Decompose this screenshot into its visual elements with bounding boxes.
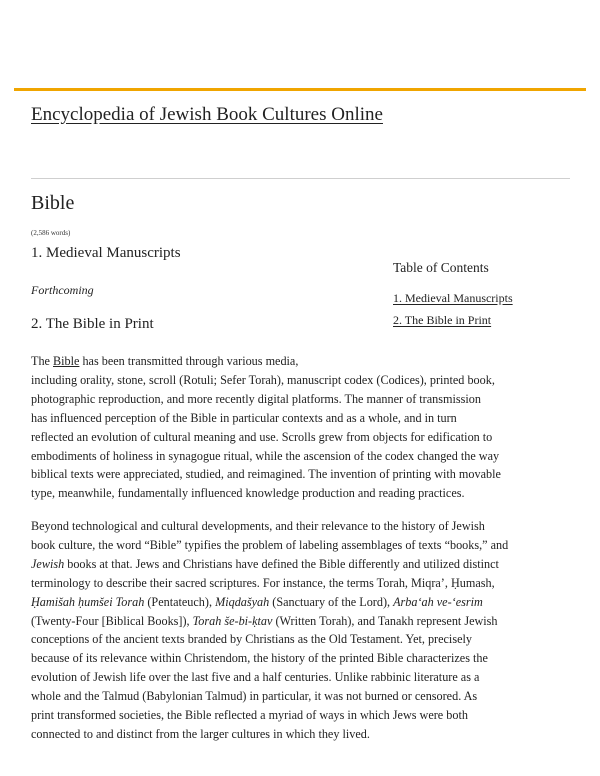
section-status-forthcoming: Forthcoming <box>31 283 94 297</box>
bible-link[interactable]: Bible <box>53 354 80 368</box>
text-line: type, meanwhile, fundamentally influenced knowledge production and reading practices. <box>31 486 465 501</box>
header-divider <box>31 178 570 179</box>
text-line: whole and the Talmud (Babylonian Talmud) in particular, it was not burned or censored. As <box>31 689 478 704</box>
word-count: (2,586 words) <box>31 229 71 237</box>
header-accent-rule <box>14 88 586 91</box>
text-span: books at that. Jews and Christians have defined the Bible differently and utilized distinct <box>64 556 499 571</box>
text-line: photographic reproduction, and more recently digital platforms. The manner of transmission <box>31 391 481 406</box>
text-span: (Written Torah), and Tanakh represent Jewish <box>272 613 498 628</box>
toc-link-medieval-manuscripts[interactable]: 1. Medieval Manuscripts <box>393 291 513 305</box>
article-title: Bible <box>31 192 75 214</box>
text-line: reflected an evolution of cultural meaning and use. Scrolls grew from objects for edification to <box>31 429 493 444</box>
italic-term: Torah še-bi-ḳtav <box>192 613 273 628</box>
text-span: (Pentateuch), <box>144 594 216 609</box>
text-span: has been transmitted through various media, <box>79 354 299 368</box>
text-line: connected to and distinct from the larger cultures in which they lived. <box>31 726 370 741</box>
text-span: The <box>31 354 53 368</box>
text-line: embodiments of holiness in synagogue ritual, while the ascension of the codex changed the way <box>31 448 500 463</box>
paragraph-transmission <box>31 352 577 503</box>
text-line: conceptions of the ancient texts branded by Christians as the Old Testament. Yet, precisely <box>31 632 472 647</box>
site-title-link[interactable]: Encyclopedia of Jewish Book Cultures Online <box>31 104 383 125</box>
paragraph-terminology <box>31 517 577 744</box>
text-line <box>31 593 577 612</box>
italic-term: Arba‘ah ve-‘esrim <box>393 594 483 609</box>
italic-term: Ḥamišah ḥumšei Torah <box>31 594 145 609</box>
toc-link-bible-in-print[interactable]: 2. The Bible in Print <box>393 313 492 327</box>
text-line: biblical texts were appreciated, studied, and reimagined. The invention of printing with movable <box>31 467 501 482</box>
italic-term: Jewish <box>31 556 65 571</box>
text-line: Beyond technological and cultural developments, and their relevance to the history of Jewish <box>31 519 485 533</box>
text-line <box>31 352 577 371</box>
table-of-contents <box>393 260 573 335</box>
section-heading-medieval-manuscripts: 1. Medieval Manuscripts <box>31 245 181 261</box>
text-line: has influenced perception of the Bible in particular contexts and as a whole, and in turn <box>31 410 457 425</box>
text-line: terminology to describe their sacred scriptures. For instance, the terms Torah, Miqra’, Ḥumash, <box>31 575 495 590</box>
text-span: (Sanctuary of the Lord), <box>269 594 394 609</box>
text-line <box>31 555 577 574</box>
toc-heading: Table of Contents <box>393 260 489 275</box>
italic-term: Miqdašyah <box>215 594 270 609</box>
text-span: (Twenty-Four [Biblical Books]), <box>31 613 193 628</box>
text-line: evolution of Jewish life over the last five and a half centuries. Unlike rabbinic literature as a <box>31 670 480 685</box>
text-line: book culture, the word “Bible” typifies the problem of labeling assemblages of texts “books,” and <box>31 537 509 552</box>
section-heading-bible-in-print: 2. The Bible in Print <box>31 316 154 332</box>
text-line <box>31 612 577 631</box>
text-line: print transformed societies, the Bible reflected a myriad of ways in which Jews were both <box>31 708 468 723</box>
text-line: including orality, stone, scroll (Rotuli; Sefer Torah), manuscript codex (Codices), printed book, <box>31 372 495 387</box>
text-line: because of its relevance within Christendom, the history of the printed Bible characterizes the <box>31 651 488 666</box>
